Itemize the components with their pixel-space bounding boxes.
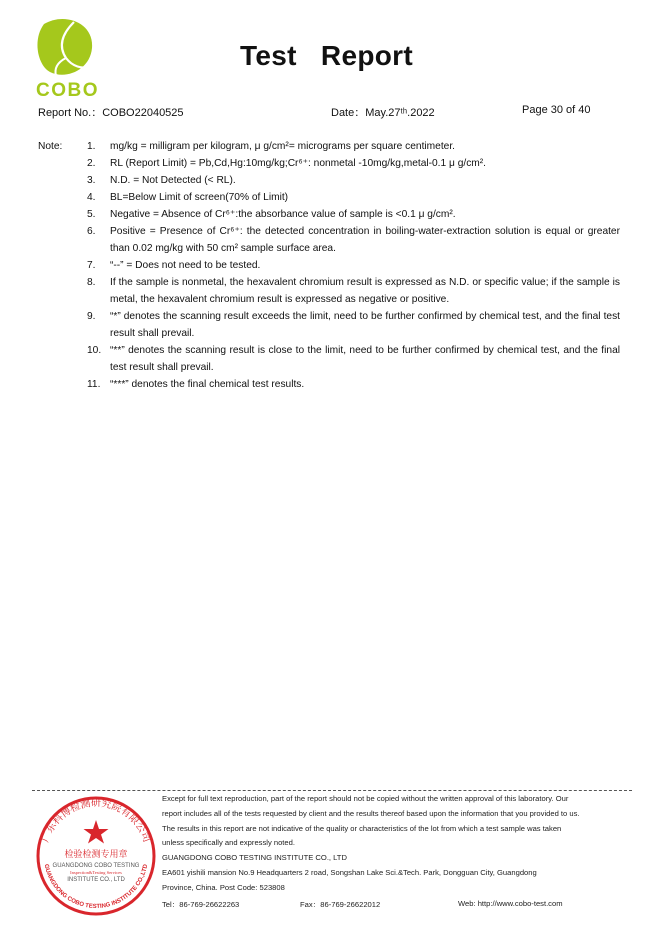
report-number	[38, 104, 184, 120]
footer-disclaimer-line-2: report includes all of the tests requested by client and the results thereof based upon the information that you provided to us.	[162, 809, 580, 818]
seal-ring-english: GUANGDONG COBO TESTING INSTITUTE CO.,LTD	[42, 863, 150, 911]
fax: Fax：86-769-26622012	[300, 900, 381, 909]
footer-divider	[32, 790, 632, 791]
seal-center-chinese: 检验检测专用章	[64, 850, 128, 860]
cobo-logo	[36, 18, 102, 98]
note-item	[38, 342, 638, 376]
notes-list	[38, 138, 638, 393]
seal-ring-chinese: 广东科博检测研究院有限公司	[40, 798, 152, 844]
page-number: Page 30 of 40	[522, 104, 591, 116]
note-item	[38, 155, 638, 172]
note-item	[38, 189, 638, 206]
note-item	[38, 308, 638, 342]
note-text: Negative = Absence of Cr⁶⁺:the absorbance value of sample is <0.1 μ g/cm².	[110, 209, 456, 220]
note-number: 9.	[87, 311, 96, 322]
note-text: “***” denotes the final chemical test results.	[110, 379, 305, 390]
note-item	[38, 257, 638, 274]
report-number-label: Report No.：	[38, 107, 103, 119]
note-text: Positive = Presence of Cr⁶⁺: the detected concentration in boiling-water-extraction solution is equal or greater than 0.02 mg/kg with 50 cm² sample surface area.	[110, 226, 620, 254]
note-number: 10.	[87, 345, 102, 356]
note-item	[38, 138, 638, 155]
note-item	[38, 274, 638, 308]
company-address-line-2: Province, China. Post Code: 523808	[162, 883, 285, 892]
footer-disclaimer-line-1: Except for full text reproduction, part of the report should not be copied without the written approval of this laboratory. Our	[162, 794, 569, 803]
seal-star-icon	[84, 820, 109, 844]
report-number-value: COBO22040525	[102, 107, 184, 119]
telephone: Tel：86-769-26622263	[162, 900, 240, 909]
report-date-label: Date：	[331, 107, 366, 119]
note-number: 2.	[87, 158, 96, 169]
note-text: “*” denotes the scanning result exceeds the limit, need to be further confirmed by chemical test, and the final test result shall prevail.	[110, 311, 620, 339]
seal-small-english: Inspection&Testing Services	[70, 870, 122, 875]
company-name: GUANGDONG COBO TESTING INSTITUTE CO., LTD	[162, 853, 347, 862]
seal-center-english-line-2: INSTITUTE CO., LTD	[67, 877, 125, 883]
note-number: 8.	[87, 277, 96, 288]
note-number: 11.	[87, 379, 101, 390]
logo-text: COBO	[36, 80, 99, 98]
report-date	[331, 104, 435, 120]
note-number: 7.	[87, 260, 96, 271]
note-text: “**” denotes the scanning result is close to the limit, need to be further confirmed by chemical test, and the final test result shall prevail.	[110, 345, 620, 373]
note-number: 6.	[87, 226, 96, 237]
note-number: 3.	[87, 175, 96, 186]
note-item	[38, 223, 638, 257]
note-number: 4.	[87, 192, 96, 203]
page-title: Test Report	[240, 40, 413, 71]
note-number: 1.	[87, 141, 96, 152]
footer-disclaimer-line-4: unless specifically and expressly noted.	[162, 838, 295, 847]
note-item	[38, 206, 638, 223]
website-link[interactable]: Web: http://www.cobo-test.com	[458, 899, 563, 908]
note-item	[38, 376, 638, 393]
official-seal	[34, 794, 158, 918]
footer-disclaimer-line-3: The results in this report are not indicative of the quality or characteristics of the lot from which a test sample was taken	[162, 824, 562, 833]
note-text: If the sample is nonmetal, the hexavalent chromium result is expressed as N.D. or specific value; if the sample is metal, the hexavalent chromium result is expressed as negative or positive.	[110, 277, 620, 305]
report-date-value: May.27ᵗʰ.2022	[365, 107, 435, 119]
notes-section	[38, 138, 638, 393]
note-text: “--” = Does not need to be tested.	[110, 260, 261, 271]
note-text: BL=Below Limit of screen(70% of Limit)	[110, 192, 289, 203]
note-number: 5.	[87, 209, 96, 220]
note-item	[38, 172, 638, 189]
notes-label: Note:	[38, 141, 63, 152]
note-text: RL (Report Limit) = Pb,Cd,Hg:10mg/kg;Cr⁶⁺: nonmetal -10mg/kg,metal-0.1 μ g/cm².	[110, 158, 487, 169]
note-text: mg/kg = milligram per kilogram, μ g/cm²= micrograms per square centimeter.	[110, 141, 455, 152]
company-address-line-1: EA601 yishili mansion No.9 Headquarters 2 road, Songshan Lake Sci.&Tech. Park, Dongguan City, Guangdong	[162, 868, 537, 877]
note-text: N.D. = Not Detected (< RL).	[110, 175, 236, 186]
seal-center-english-line-1: GUANGDONG COBO TESTING	[52, 863, 140, 869]
